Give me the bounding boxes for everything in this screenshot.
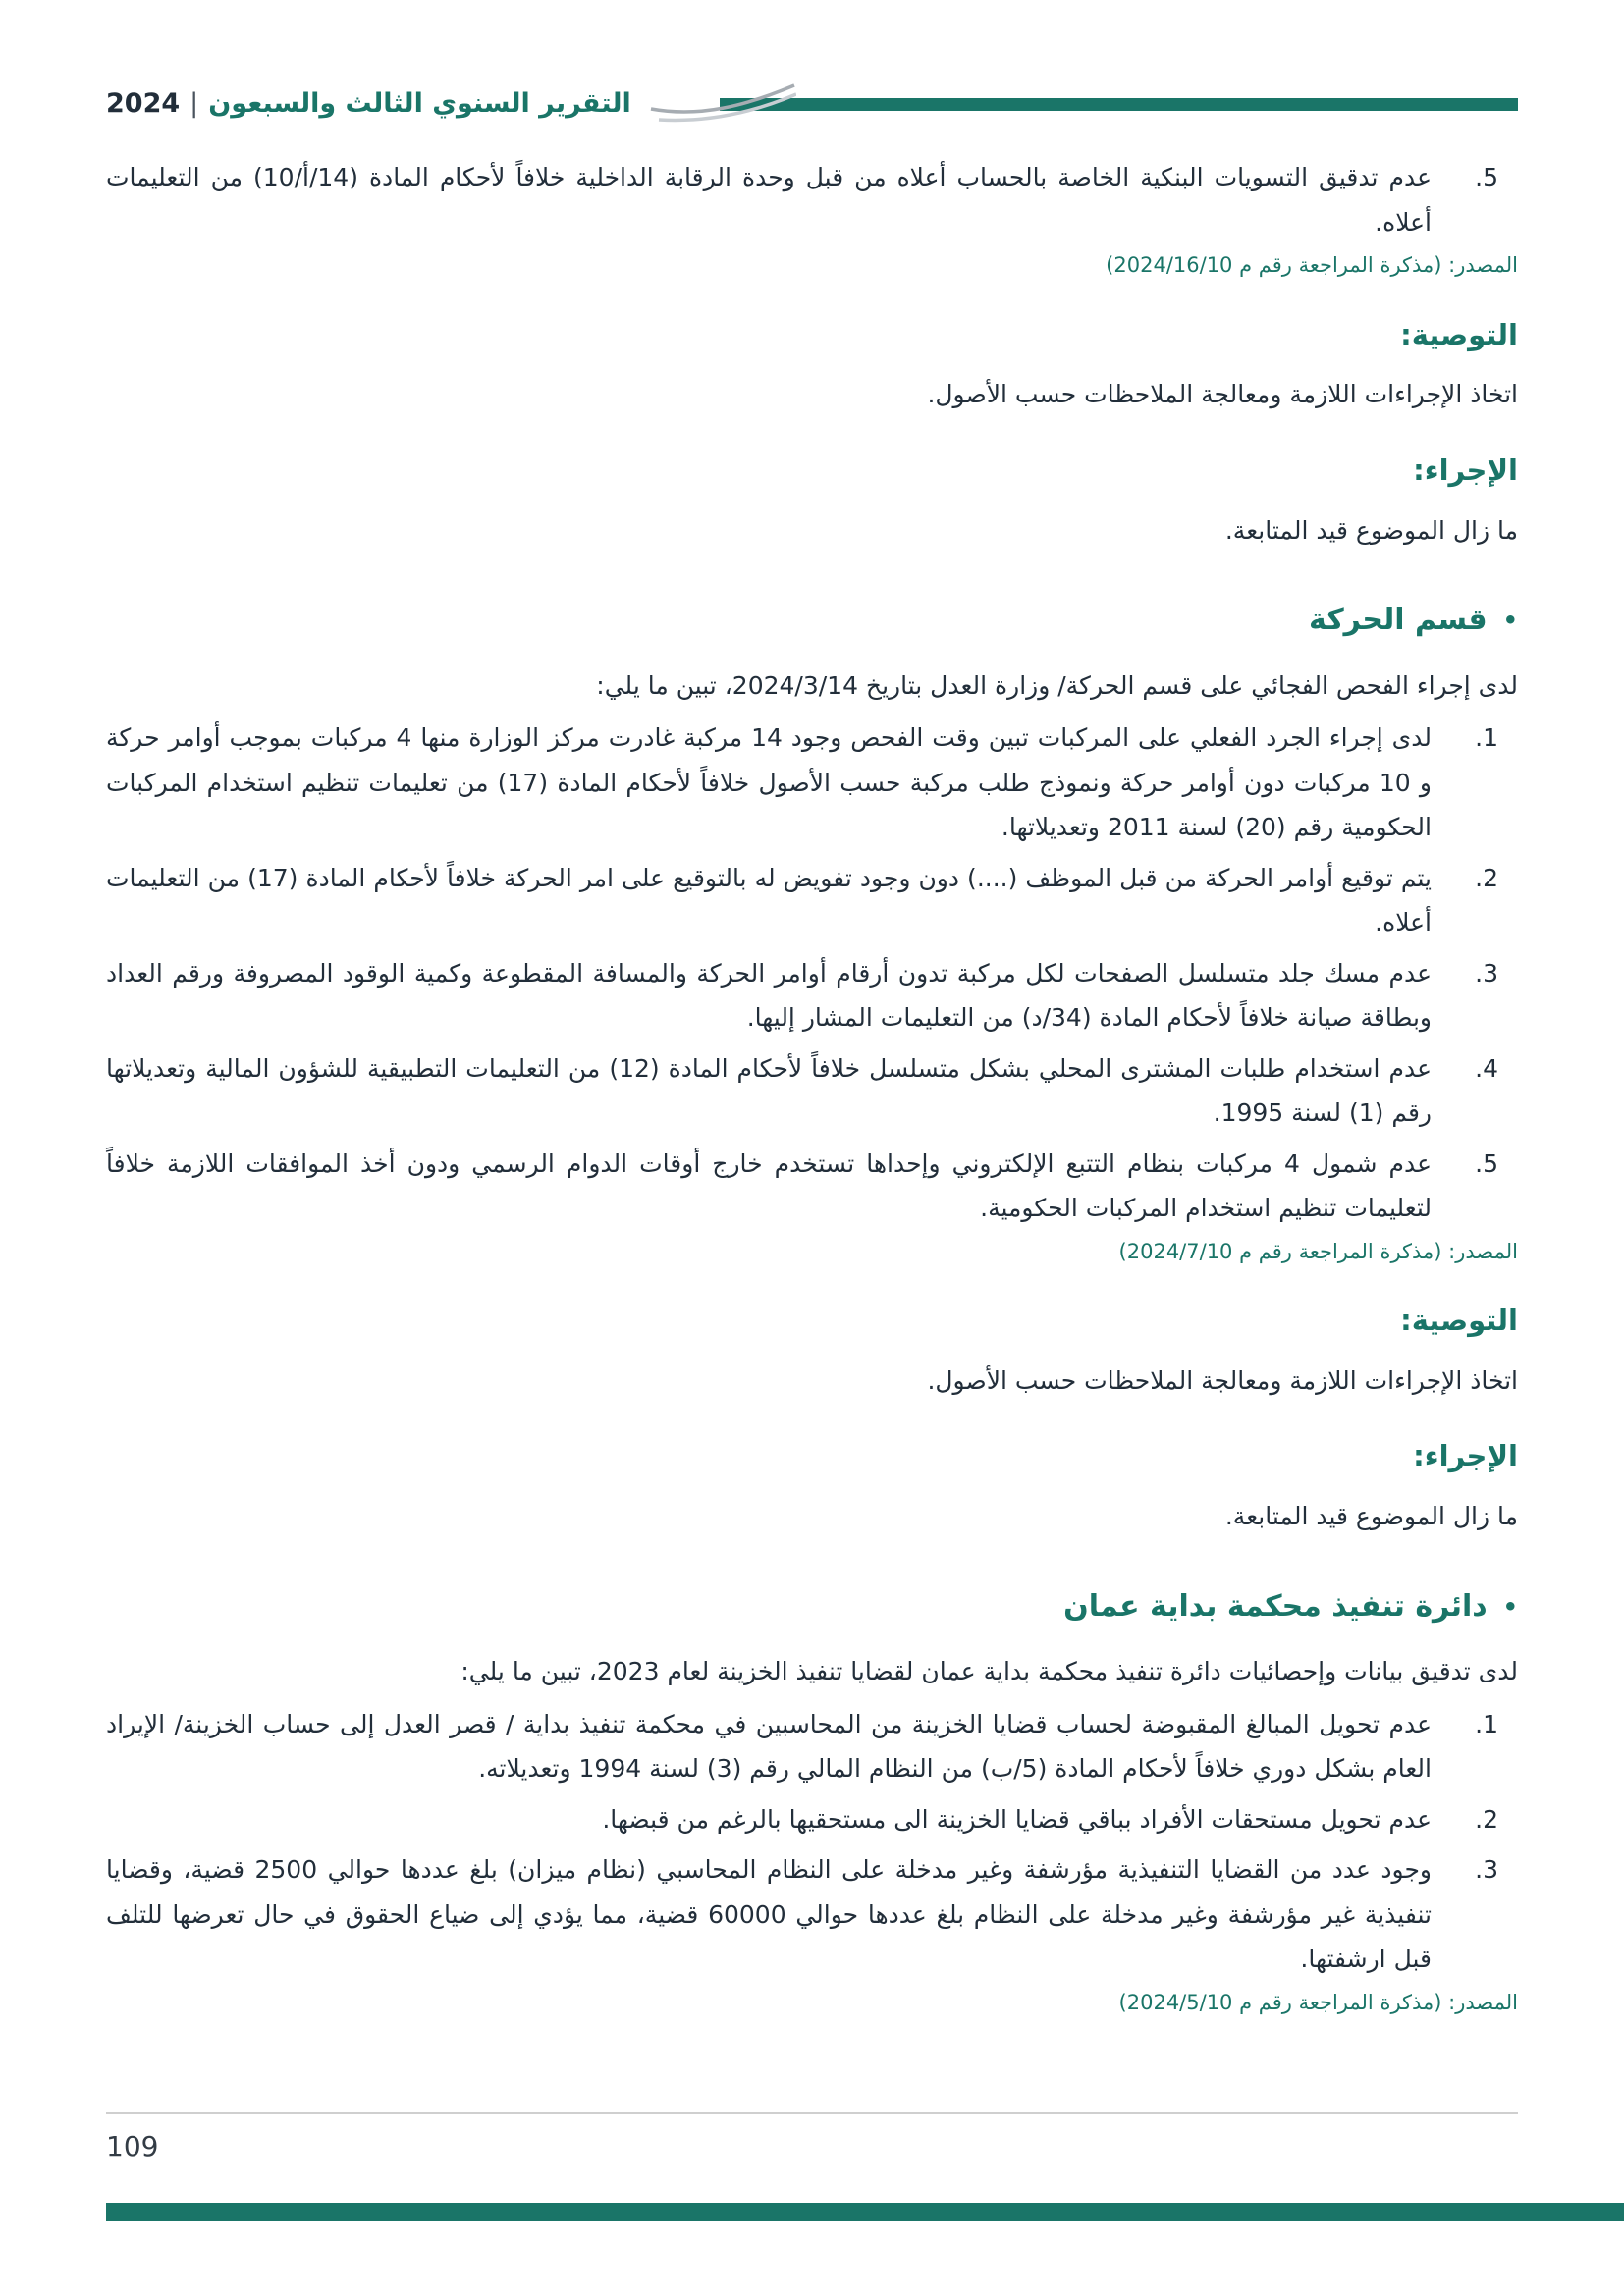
numbered-item bbox=[106, 856, 1518, 945]
item-text: عدم مسك جلد متسلسل الصفحات لكل مركبة تدون أرقام أوامر الحركة والمسافة المقطوعة وكمية الوقود المصروفة ورقم العداد وبطاقة صيانة خلافاً لأحكام المادة (34/د) من التعليمات المشار إليها. bbox=[106, 958, 1432, 1033]
numbered-item bbox=[106, 716, 1518, 850]
source-note: المصدر: (مذكرة المراجعة رقم م 2024/5/10) bbox=[1118, 1990, 1518, 2014]
item-text: عدم استخدام طلبات المشترى المحلي بشكل متسلسل خلافاً لأحكام المادة (12) من التعليمات التطبيقية للشؤون المالية وتعديلاتها رقم (1) لسنة 1995. bbox=[106, 1053, 1432, 1128]
recommendation-heading: التوصية: bbox=[1400, 317, 1518, 351]
action-heading: الإجراء: bbox=[1413, 453, 1518, 487]
numbered-item bbox=[106, 1046, 1518, 1136]
item-number: 5. bbox=[1475, 163, 1498, 191]
item-text: عدم تحويل المبالغ المقبوضة لحساب قضايا الخزينة من المحاسبين في محكمة تنفيذ بداية / قصر العدل إلى حساب الخزينة/ الإيراد العام بشكل دوري خلافاً لأحكام المادة (5/ب) من النظام المالي رقم (3) لسنة 1994 وتعديلاته. bbox=[106, 1709, 1432, 1784]
source-note: المصدر: (مذكرة المراجعة رقم م 2024/7/10) bbox=[1118, 1239, 1518, 1263]
item-number: 3. bbox=[1475, 958, 1498, 988]
footer-bar bbox=[106, 2203, 1624, 2221]
section-title-text: دائرة تنفيذ محكمة بداية عمان bbox=[1063, 1588, 1488, 1624]
section-title-text: قسم الحركة bbox=[1309, 603, 1488, 638]
report-body bbox=[106, 155, 1518, 2034]
item-text: وجود عدد من القضايا التنفيذية مؤرشفة وغير مدخلة على النظام المحاسبي (نظام ميزان) بلغ عددها حوالي 2500 قضية، وقضايا تنفيذية غير مؤرشفة وغير مدخلة على النظام بلغ عددها حوالي 60000 قضية، مما يؤدي إلى ضياع الحقوق في حال تعرضها للتلف قبل ارشفتها. bbox=[106, 1855, 1432, 1974]
numbered-item bbox=[106, 951, 1518, 1041]
bullet-icon: • bbox=[1502, 1592, 1518, 1621]
section-intro: لدى إجراء الفحص الفجائي على قسم الحركة/ وزارة العدل بتاريخ 2024/3/14، تبين ما يلي: bbox=[596, 670, 1518, 700]
numbered-item bbox=[106, 1797, 1518, 1842]
item-number: 5. bbox=[1475, 1148, 1498, 1178]
numbered-item bbox=[106, 155, 1518, 244]
bullet-icon: • bbox=[1502, 607, 1518, 635]
source-note: المصدر: (مذكرة المراجعة رقم م 2024/16/10) bbox=[1106, 253, 1518, 277]
action-text: ما زال الموضوع قيد المتابعة. bbox=[1224, 515, 1518, 545]
item-number: 2. bbox=[1475, 863, 1498, 892]
numbered-item bbox=[106, 1702, 1518, 1791]
header-separator: | bbox=[189, 87, 199, 119]
section-heading-movement bbox=[106, 594, 1518, 648]
item-number: 3. bbox=[1475, 1855, 1498, 1885]
item-text: عدم تدقيق التسويات البنكية الخاصة بالحساب أعلاه من قبل وحدة الرقابة الداخلية خلافاً لأحكام المادة (14/أ/10) من التعليمات أعلاه. bbox=[106, 163, 1432, 237]
section-heading-enforcement bbox=[106, 1580, 1518, 1634]
item-number: 1. bbox=[1475, 1709, 1498, 1738]
header-title: التقرير السنوي الثالث والسبعون bbox=[208, 87, 631, 119]
header-year: 2024 bbox=[106, 87, 181, 119]
page-number: 109 bbox=[106, 2130, 159, 2163]
report-header-text bbox=[106, 88, 631, 119]
item-text: يتم توقيع أوامر الحركة من قبل الموظف (....) دون وجود تفويض له بالتوقيع على امر الحركة خلافاً لأحكام المادة (17) من التعليمات أعلاه. bbox=[106, 863, 1432, 937]
recommendation-text: اتخاذ الإجراءات اللازمة ومعالجة الملاحظات حسب الأصول. bbox=[927, 380, 1518, 409]
recommendation-text: اتخاذ الإجراءات اللازمة ومعالجة الملاحظات حسب الأصول. bbox=[927, 1365, 1518, 1395]
item-text: لدى إجراء الجرد الفعلي على المركبات تبين وقت الفحص وجود 14 مركبة غادرت مركز الوزارة منها 4 مركبات بموجب أوامر حركة و 10 مركبات دون أوامر حركة ونموذج طلب مركبة حسب الأصول خلافاً لأحكام المادة (17) من تعليمات تنظيم استخدام المركبات الحكومية رقم (20) لسنة 2011 وتعديلاتها. bbox=[106, 723, 1432, 842]
numbered-item bbox=[106, 1847, 1518, 1982]
item-number: 1. bbox=[1475, 723, 1498, 753]
action-text: ما زال الموضوع قيد المتابعة. bbox=[1224, 1502, 1518, 1531]
page-header bbox=[106, 82, 1518, 124]
item-text: عدم تحويل مستحقات الأفراد بباقي قضايا الخزينة الى مستحقيها بالرغم من قبضها. bbox=[602, 1804, 1432, 1834]
footer-rule bbox=[106, 2112, 1518, 2114]
item-number: 2. bbox=[1475, 1804, 1498, 1834]
header-ornament-icon bbox=[649, 82, 796, 124]
numbered-item bbox=[106, 1142, 1518, 1231]
action-heading: الإجراء: bbox=[1413, 1439, 1518, 1473]
recommendation-heading: التوصية: bbox=[1400, 1304, 1518, 1338]
item-number: 4. bbox=[1475, 1053, 1498, 1083]
section-intro: لدى تدقيق بيانات وإحصائيات دائرة تنفيذ محكمة بداية عمان لقضايا تنفيذ الخزينة لعام 2023، تبين ما يلي: bbox=[460, 1657, 1518, 1686]
item-text: عدم شمول 4 مركبات بنظام التتبع الإلكتروني وإحداها تستخدم خارج أوقات الدوام الرسمي ودون أخذ الموافقات اللازمة خلافاً لتعليمات تنظيم استخدام المركبات الحكومية. bbox=[106, 1148, 1432, 1223]
header-rule bbox=[720, 98, 1518, 111]
